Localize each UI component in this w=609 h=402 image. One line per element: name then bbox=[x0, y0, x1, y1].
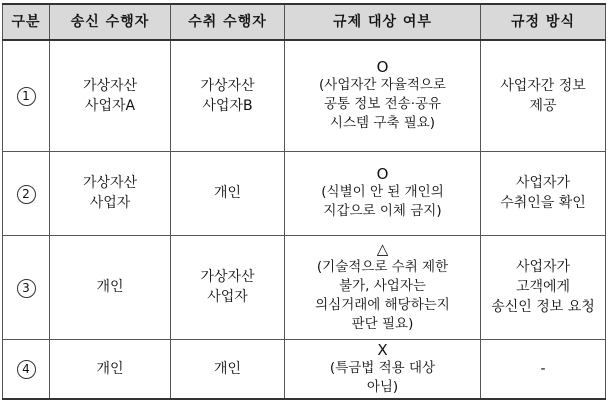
header-method: 규정 방식 bbox=[481, 4, 606, 40]
row-number-cell bbox=[3, 235, 50, 339]
regulated-detail: (기술적으로 수취 제한 bbox=[316, 259, 449, 275]
table-row bbox=[3, 151, 606, 235]
regulated-mark: O bbox=[376, 165, 389, 183]
regulated-detail: 불가, 사업자는 bbox=[339, 278, 426, 294]
receiver-cell bbox=[171, 339, 285, 399]
regulated-detail: 아님) bbox=[366, 378, 399, 395]
sender-cell bbox=[50, 151, 171, 235]
receiver-cell bbox=[171, 235, 285, 339]
method-cell bbox=[481, 40, 606, 151]
sender-text: 사업자A bbox=[84, 97, 136, 114]
header-row bbox=[3, 4, 606, 40]
row-number: 2 bbox=[17, 185, 36, 204]
regulated-detail: 판단 필요) bbox=[351, 316, 414, 332]
regulated-cell bbox=[285, 339, 481, 399]
regulated-detail: (특금법 적용 대상 bbox=[329, 359, 436, 376]
regulated-cell bbox=[285, 40, 481, 151]
receiver-text: 사업자 bbox=[207, 289, 248, 305]
receiver-cell bbox=[171, 40, 285, 151]
method-text: 사업자간 정보 bbox=[500, 77, 586, 94]
header-receiver: 수취 수행자 bbox=[171, 4, 285, 40]
row-number-cell bbox=[3, 40, 50, 151]
sender-text: 개인 bbox=[96, 279, 124, 295]
receiver-text: 개인 bbox=[213, 360, 242, 377]
regulated-cell bbox=[285, 235, 481, 339]
receiver-cell bbox=[171, 151, 285, 235]
method-cell bbox=[481, 151, 606, 235]
regulation-table bbox=[2, 3, 606, 400]
header-category: 구분 bbox=[3, 4, 50, 40]
sender-text: 가상자산 bbox=[82, 175, 138, 191]
row-number: 1 bbox=[17, 87, 36, 106]
method-text: 제공 bbox=[529, 97, 557, 114]
regulated-mark: O bbox=[376, 58, 389, 77]
regulated-detail: (식별이 안 된 개인의 bbox=[321, 184, 444, 200]
table-row bbox=[3, 235, 606, 339]
header-regulated: 규제 대상 여부 bbox=[285, 4, 481, 40]
regulated-detail: 의심거래에 해당하는지 bbox=[315, 297, 450, 313]
method-cell bbox=[481, 235, 606, 339]
method-text: 고객에게 bbox=[515, 279, 571, 295]
receiver-text: 가상자산 bbox=[200, 77, 255, 94]
regulated-detail: (사업자간 자율적으로 bbox=[319, 77, 446, 94]
regulated-detail: 공통 정보 전송·공유 bbox=[323, 96, 442, 113]
sender-text: 개인 bbox=[96, 360, 124, 377]
header-sender: 송신 수행자 bbox=[50, 4, 171, 40]
method-text: 수취인을 확인 bbox=[500, 195, 586, 211]
regulated-cell bbox=[285, 151, 481, 235]
row-number-cell bbox=[3, 339, 50, 399]
method-cell bbox=[481, 339, 606, 399]
row-number: 3 bbox=[17, 279, 36, 298]
receiver-text: 사업자B bbox=[202, 97, 253, 114]
sender-cell bbox=[50, 235, 171, 339]
regulated-mark: X bbox=[377, 340, 388, 359]
table-row bbox=[3, 339, 606, 399]
receiver-text: 개인 bbox=[213, 185, 242, 201]
row-number-cell bbox=[3, 151, 50, 235]
receiver-text: 가상자산 bbox=[200, 269, 255, 285]
method-text: - bbox=[540, 360, 546, 377]
sender-text: 사업자 bbox=[89, 195, 131, 211]
sender-text: 가상자산 bbox=[82, 77, 138, 94]
method-text: 송신인 정보 요청 bbox=[491, 299, 595, 315]
regulated-mark: △ bbox=[376, 240, 389, 258]
table-row bbox=[3, 40, 606, 151]
regulated-detail: 시스템 구축 필요) bbox=[329, 115, 436, 132]
row-number: 4 bbox=[17, 360, 36, 379]
sender-cell bbox=[50, 40, 171, 151]
method-text: 사업자가 bbox=[515, 175, 571, 191]
sender-cell bbox=[50, 339, 171, 399]
regulated-detail: 지갑으로 이체 금지) bbox=[323, 203, 442, 219]
method-text: 사업자가 bbox=[515, 259, 571, 275]
